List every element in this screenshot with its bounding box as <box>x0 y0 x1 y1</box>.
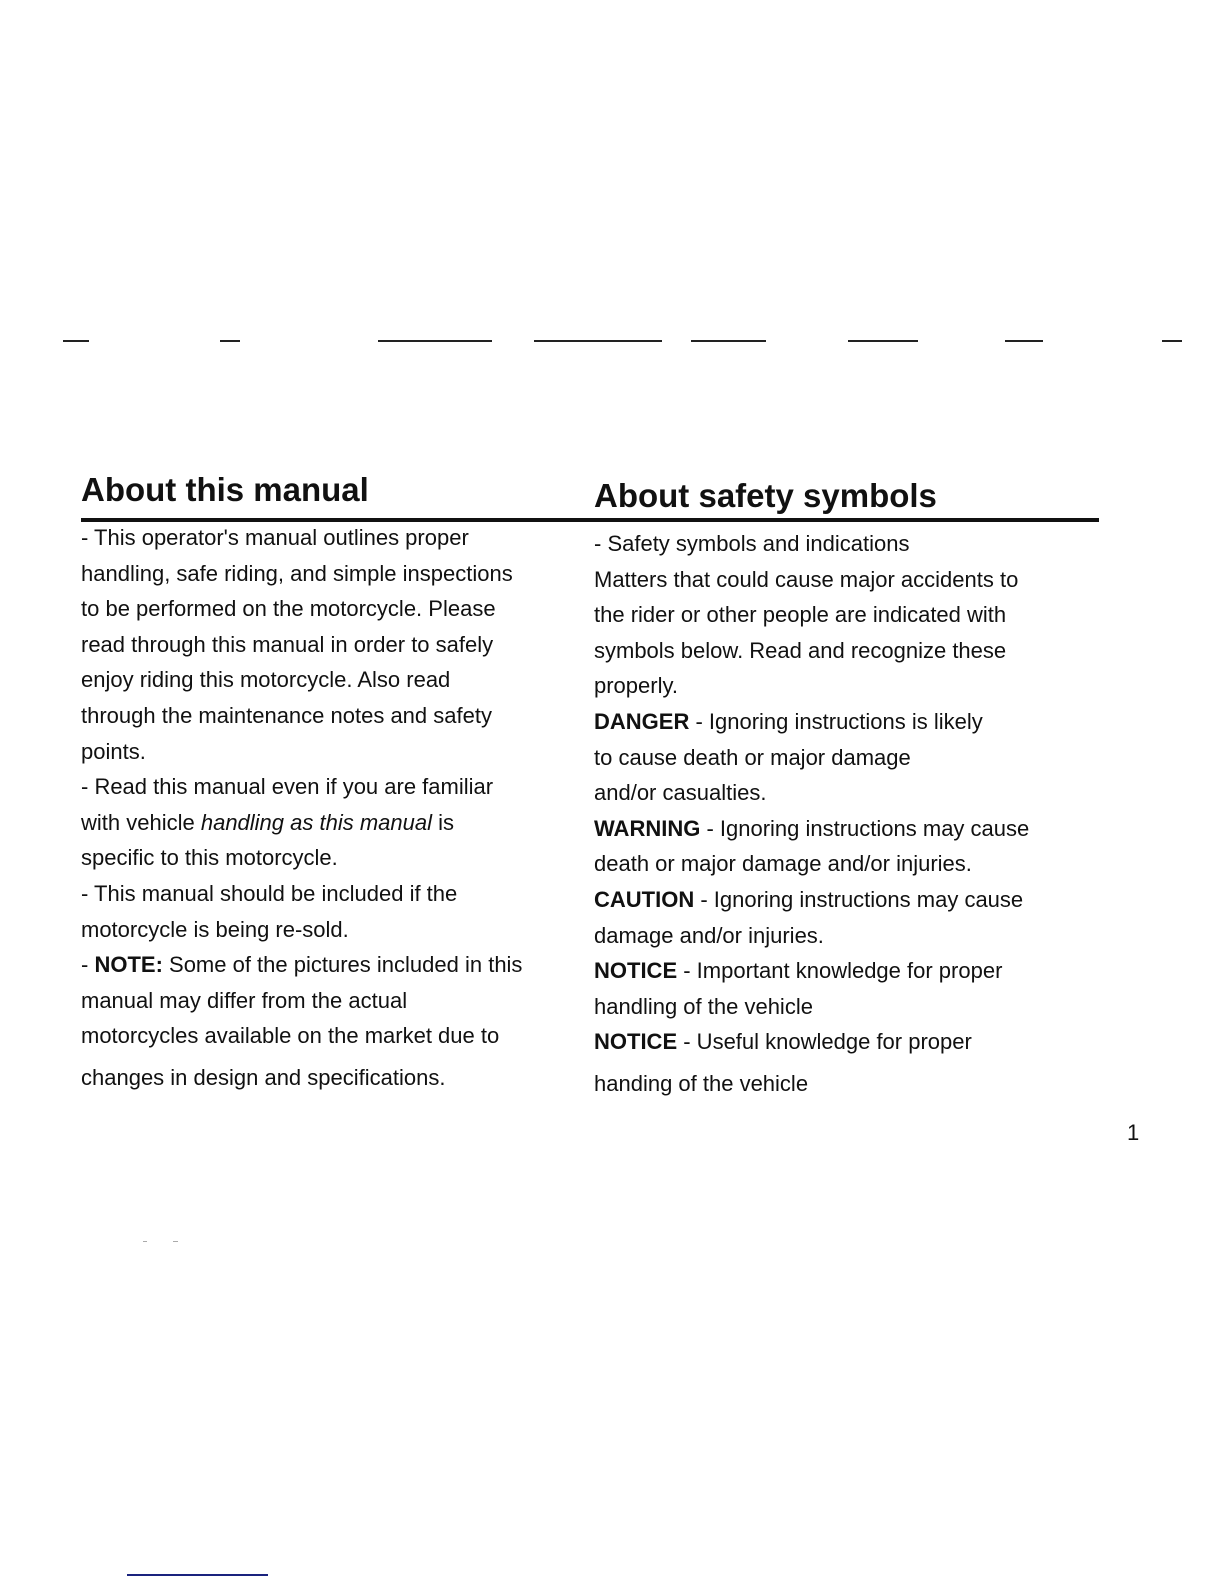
left-section-header <box>81 468 581 512</box>
caution-label: CAUTION <box>594 886 695 912</box>
caution-entry <box>594 882 1029 918</box>
text-line: - Safety symbols and indications <box>594 531 910 556</box>
danger-entry <box>594 704 1029 740</box>
text-line: points. <box>81 738 146 764</box>
notice-label: NOTICE <box>594 958 678 984</box>
footer-rule <box>127 1574 268 1576</box>
text-line: death or major damage and/or injuries. <box>594 851 972 877</box>
warning-entry <box>594 811 1029 847</box>
decorative-dash <box>1162 340 1182 342</box>
text-fragment: - Important knowledge for proper <box>677 958 1003 984</box>
decorative-dash <box>848 340 918 342</box>
notice-label: NOTICE <box>594 1029 678 1055</box>
warning-label: WARNING <box>594 815 701 841</box>
text-fragment: - Useful knowledge for proper <box>677 1029 972 1055</box>
text-line <box>81 805 522 841</box>
text-line: the rider or other people are indicated with <box>594 602 1007 628</box>
text-fragment: is <box>432 809 454 835</box>
text-line: motorcycles available on the market due to <box>81 1023 500 1049</box>
text-line: - This operator's manual outlines proper <box>81 525 469 550</box>
decorative-dash <box>691 340 766 342</box>
text-line: handling, safe riding, and simple inspections <box>81 560 513 586</box>
safety-symbols-body <box>594 526 1029 1102</box>
right-section-header <box>594 474 1104 518</box>
text-fragment: - Ignoring instructions may cause <box>700 815 1030 841</box>
decorative-dash <box>378 340 492 342</box>
text-fragment: - Ignoring instructions may cause <box>694 886 1024 912</box>
text-line: to be performed on the motorcycle. Please <box>81 596 496 622</box>
text-line: enjoy riding this motorcycle. Also read <box>81 667 451 693</box>
italic-fragment: handling as this manual <box>200 809 432 835</box>
text-line: changes in design and specifications. <box>81 1064 446 1090</box>
text-line <box>81 947 522 983</box>
text-line: and/or casualties. <box>594 780 767 806</box>
decorative-dash <box>63 340 89 342</box>
text-line: handing of the vehicle <box>594 1070 809 1096</box>
text-line: read through this manual in order to safely <box>81 631 494 657</box>
text-line: handling of the vehicle <box>594 993 813 1019</box>
decorative-dash <box>1005 340 1043 342</box>
text-line: Matters that could cause major accidents to <box>594 566 1019 592</box>
text-line: through the maintenance notes and safety <box>81 702 492 728</box>
decorative-dash <box>220 340 240 342</box>
text-fragment: - <box>81 952 95 978</box>
about-manual-body <box>81 520 522 1096</box>
text-fragment: with vehicle <box>81 809 201 835</box>
scan-artifact <box>173 1241 178 1242</box>
text-line: - This manual should be included if the <box>81 880 458 906</box>
scan-artifact <box>143 1241 147 1242</box>
notice-useful-entry <box>594 1024 1029 1060</box>
danger-label: DANGER <box>594 708 690 734</box>
note-label: NOTE: <box>94 952 163 978</box>
text-line: motorcycle is being re-sold. <box>81 916 349 942</box>
decorative-dash <box>534 340 662 342</box>
page-number: 1 <box>1127 1120 1140 1145</box>
text-line: properly. <box>594 673 678 699</box>
section-title-about-manual: About this manual <box>81 471 369 508</box>
section-title-about-safety-symbols: About safety symbols <box>594 477 937 514</box>
text-line: specific to this motorcycle. <box>81 845 338 871</box>
text-line: - Read this manual even if you are familiar <box>81 774 494 800</box>
text-line: symbols below. Read and recognize these <box>594 637 1007 663</box>
text-fragment: - Ignoring instructions is likely <box>689 708 983 734</box>
text-line: manual may differ from the actual <box>81 987 408 1013</box>
text-fragment: Some of the pictures included in this <box>162 952 523 978</box>
notice-important-entry <box>594 953 1029 989</box>
text-line: to cause death or major damage <box>594 744 911 770</box>
text-line: damage and/or injuries. <box>594 922 824 948</box>
